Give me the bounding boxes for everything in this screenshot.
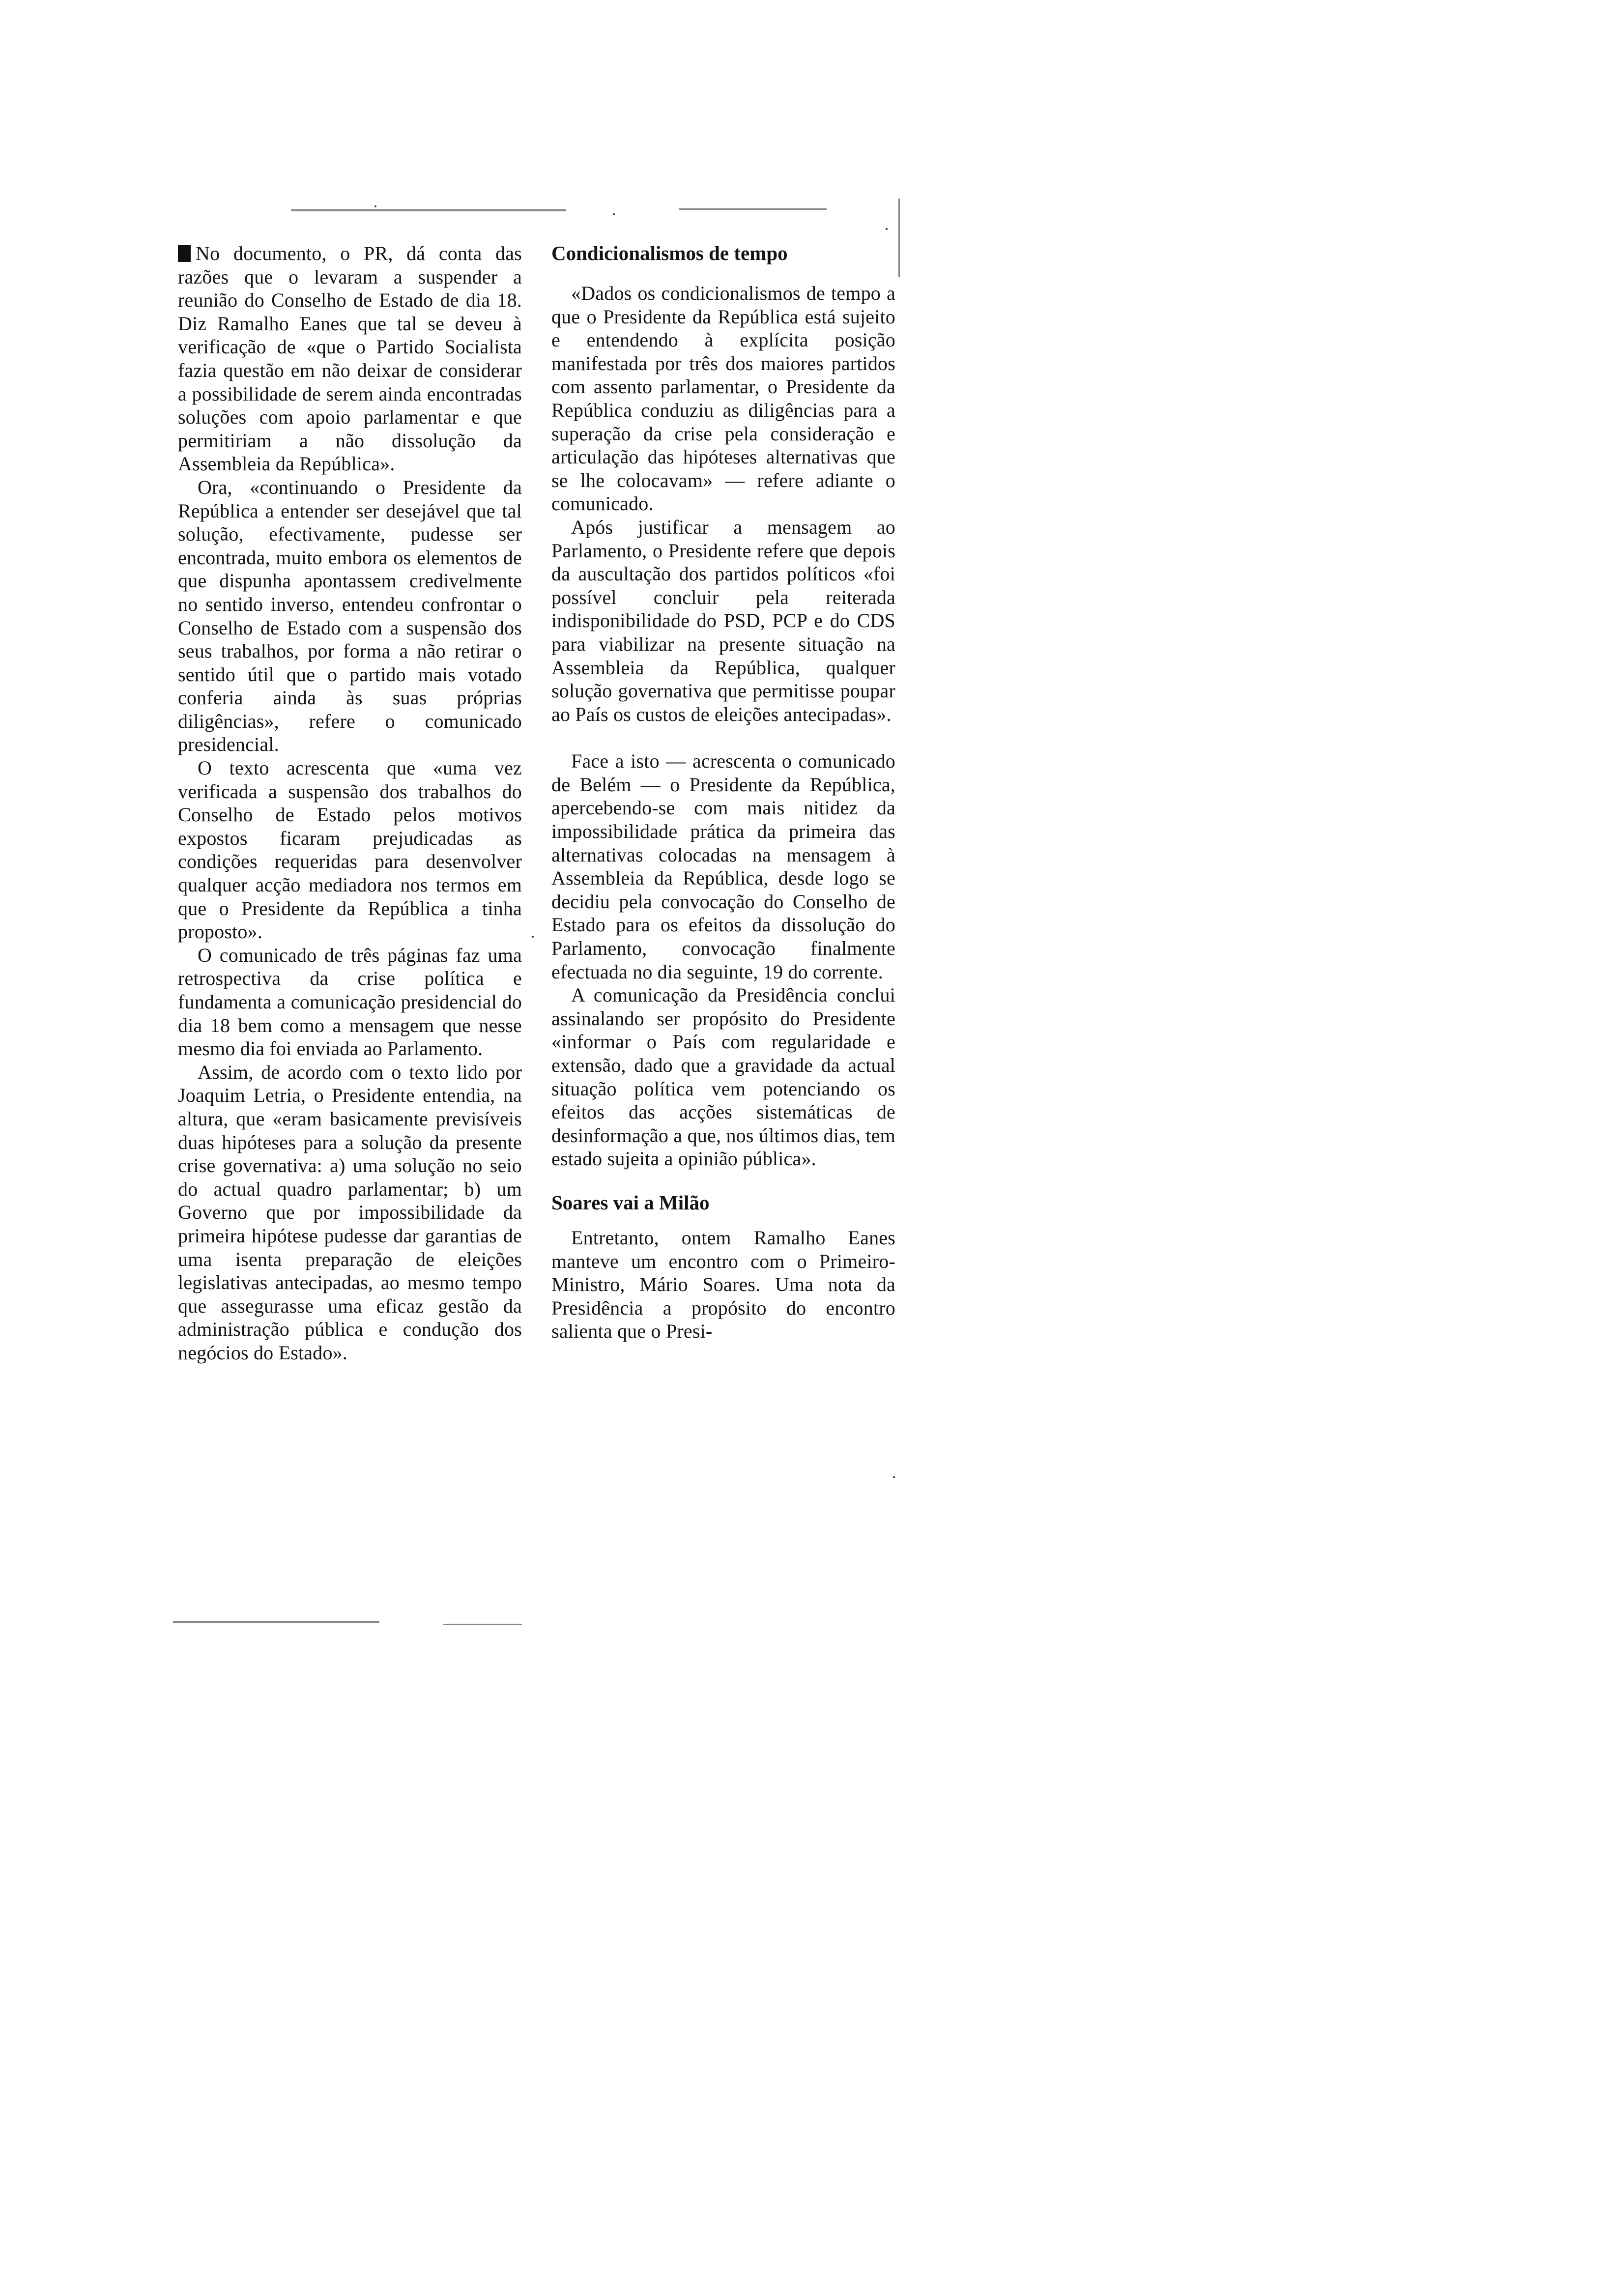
- speck: [886, 228, 888, 230]
- paragraph: Face a isto — acrescenta o comunicado de Belém — o Presidente da República, apercebendo-se com mais nitidez da impossibilidade prática da primeira das alternativas colocadas na mensagem à Assembleia da República, desde logo se decidiu pela convocação do Conselho de Estado para os efeitos da dissolução do Parlamento, convocação finalmente efectuada no dia seguinte, 19 do corrente.: [551, 750, 895, 983]
- scan-noise-bottom-right: [443, 1624, 522, 1625]
- newspaper-clipping: [168, 199, 911, 1634]
- paragraph: Ora, «continuando o Presidente da República a entender ser desejável que tal solução, efectivamente, pudesse ser encontrada, muito embora os elementos de que dispunha apontassem credivelmente no sentido inverso, entendeu confrontar o Conselho de Estado com a suspensão dos seus trabalhos, por forma a não retirar o sentido útil que o partido mais votado conferia ainda às suas próprias diligências», refere o comunicado presidencial.: [178, 476, 522, 756]
- paragraph: O comunicado de três páginas faz uma retrospectiva da crise política e fundamenta a comunicação presidencial do dia 18 bem como a mensagem que nesse mesmo dia foi enviada ao Parlamento.: [178, 944, 522, 1060]
- speck: [893, 1476, 895, 1478]
- speck: [613, 213, 615, 215]
- spacer: [551, 265, 895, 282]
- scan-noise-top-right: [679, 208, 827, 210]
- right-column: [551, 242, 895, 1343]
- speck: [532, 936, 534, 938]
- paragraph: A comunicação da Presidência conclui assinalando ser propósito do Presidente «informar o País com regularidade e extensão, dado que a gravidade da actual situação política vem potenciando os efeitos das acções sistemáticas de desinformação a que, nos últimos dias, tem estado sujeita a opinião pública».: [551, 984, 895, 1170]
- scan-noise-bottom: [173, 1621, 379, 1623]
- scan-noise-right-edge: [898, 199, 900, 277]
- left-column: [178, 242, 522, 1365]
- speck: [374, 205, 376, 207]
- subheading-condicionalismos: Condicionalismos de tempo: [551, 242, 788, 264]
- paragraph: «Dados os condicionalismos de tempo a que o Presidente da República está sujeito e entendendo à explícita posição manifestada por três dos maiores partidos com assento parlamentar, o Presidente da República conduziu as diligências para a superação da crise pela consideração e articulação das hipóteses alternativas que se lhe colocavam» — refere adiante o comunicado.: [551, 282, 895, 515]
- scan-noise-top: [291, 209, 566, 211]
- paragraph: Entretanto, ontem Ramalho Eanes manteve um encontro com o Primeiro-Ministro, Mário Soares. Uma nota da Presidência a propósito do encontro salienta que o Presi-: [551, 1226, 895, 1343]
- spacer: [551, 1214, 895, 1226]
- paragraph: Assim, de acordo com o texto lido por Joaquim Letria, o Presidente entendia, na altura, que «eram basicamente previsíveis duas hipóteses para a solução da presente crise governativa: a) uma solução no seio do actual quadro parlamentar; b) um Governo que por impossibilidade da primeira hipótese pudesse dar garantias de uma isenta preparação de eleições legislativas antecipadas, ao mesmo tempo que assegurasse uma eficaz gestão da administração pública e condução dos negócios do Estado».: [178, 1061, 522, 1364]
- dropcap-mark: [178, 245, 191, 262]
- paragraph-text: No documento, o PR, dá conta das razões que o levaram a suspender a reunião do Conselho de Estado de dia 18. Diz Ramalho Eanes que tal se deveu à verificação de «que o Partido Socialista fazia questão em não deixar de considerar a possibilidade de serem ainda encontradas soluções com apoio parlamentar e que permitiriam a não dissolução da Assembleia da República».: [178, 242, 522, 475]
- subheading-soares: Soares vai a Milão: [551, 1191, 710, 1214]
- paragraph: O texto acrescenta que «uma vez verificada a suspensão dos trabalhos do Conselho de Estado pelos motivos expostos ficaram prejudicadas as condições requeridas para desenvolver qualquer acção mediadora nos termos em que o Presidente da República a tinha proposto».: [178, 757, 522, 943]
- paragraph: Após justificar a mensagem ao Parlamento, o Presidente refere que depois da auscultação dos partidos políticos «foi possível concluir pela reiterada indisponibilidade do PSD, PCP e do CDS para viabilizar na presente situação na Assembleia da República, qualquer solução governativa que permitisse poupar ao País os custos de eleições antecipadas».: [551, 516, 895, 725]
- paragraph: [178, 242, 522, 476]
